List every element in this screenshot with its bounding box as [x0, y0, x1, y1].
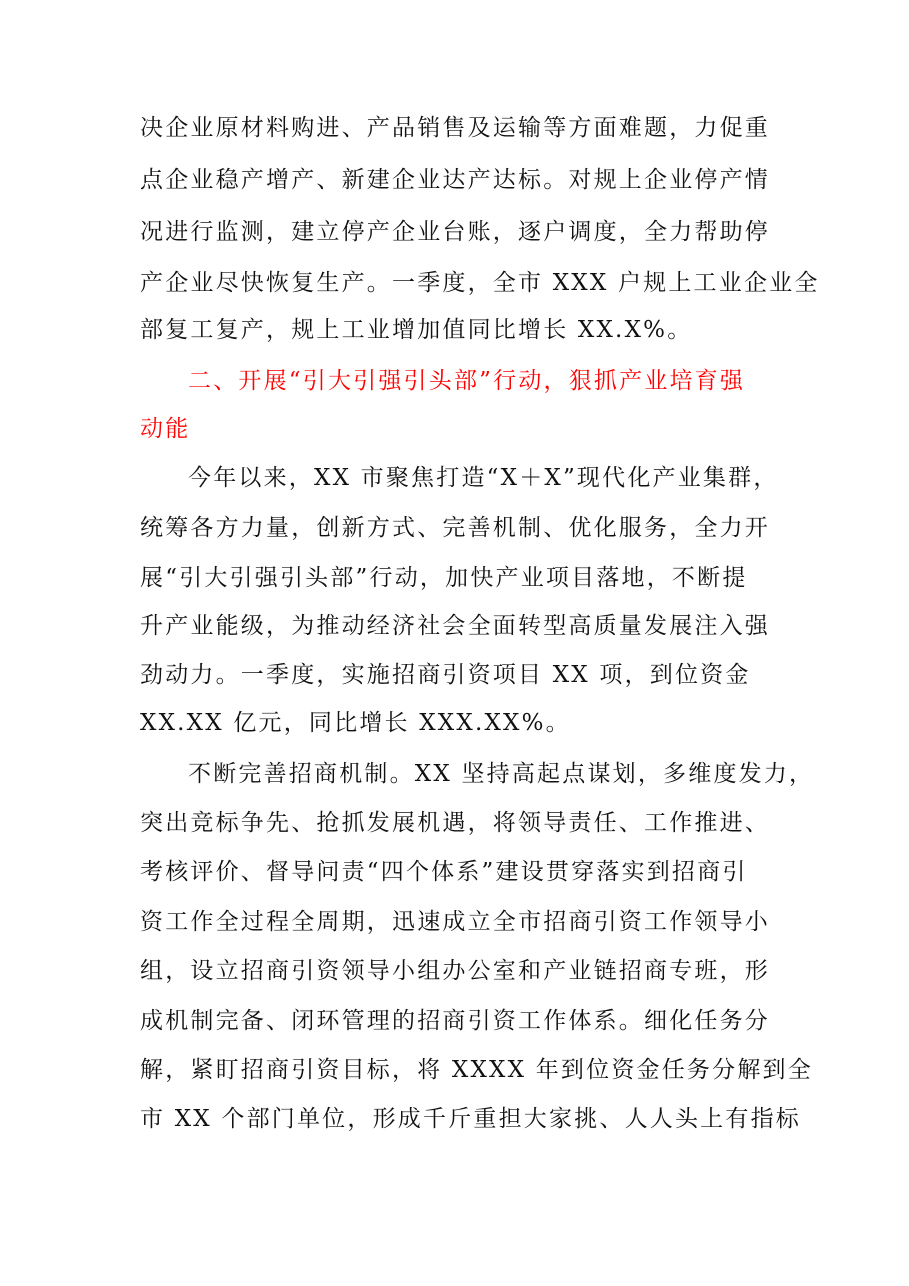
paragraph-line: 产企业尽快恢复生产。一季度，全市 XXX 户规上工业企业全	[140, 270, 820, 296]
paragraph-line: 不断完善招商机制。XX 坚持高起点谋划，多维度发力，	[188, 761, 815, 787]
paragraph-line: 升产业能级，为推动经济社会全面转型高质量发展注入强	[140, 613, 770, 639]
paragraph-line: 突出竞标争先、抢抓发展机遇，将领导责任、工作推进、	[140, 810, 770, 836]
paragraph-line: XX.XX 亿元，同比增长 XXX.XX%。	[140, 710, 571, 736]
section-heading-continued: 动能	[140, 416, 191, 442]
paragraph-line: 展“引大引强引头部”行动，加快产业项目落地，不断提	[140, 565, 748, 591]
paragraph-line: 况进行监测，建立停产企业台账，逐户调度，全力帮助停	[140, 219, 770, 245]
paragraph-line: 统筹各方力量，创新方式、完善机制、优化服务，全力开	[140, 515, 770, 541]
paragraph-line: 考核评价、督导问责“四个体系”建设贯穿落实到招商引	[140, 859, 748, 885]
paragraph-line: 成机制完备、闭环管理的招商引资工作体系。细化任务分	[140, 1008, 770, 1034]
paragraph-line: 部复工复产，规上工业增加值同比增长 XX.X%。	[140, 317, 693, 343]
section-heading: 二、开展“引大引强引头部”行动，狠抓产业培育强	[188, 368, 746, 394]
paragraph-line: 点企业稳产增产、新建企业达产达标。对规上企业停产情	[140, 167, 770, 193]
paragraph-line: 决企业原材料购进、产品销售及运输等方面难题，力促重	[140, 115, 770, 141]
paragraph-line: 劲动力。一季度，实施招商引资项目 XX 项，到位资金	[140, 662, 751, 688]
paragraph-line: 资工作全过程全周期，迅速成立全市招商引资工作领导小	[140, 909, 770, 935]
paragraph-line: 组，设立招商引资领导小组办公室和产业链招商专班，形	[140, 958, 770, 984]
paragraph-line: 解，紧盯招商引资目标，将 XXXX 年到位资金任务分解到全	[140, 1057, 813, 1083]
paragraph-line: 市 XX 个部门单位，形成千斤重担大家挑、人人头上有指标	[140, 1106, 801, 1132]
paragraph-line: 今年以来，XX 市聚焦打造“X＋X”现代化产业集群，	[188, 465, 779, 491]
